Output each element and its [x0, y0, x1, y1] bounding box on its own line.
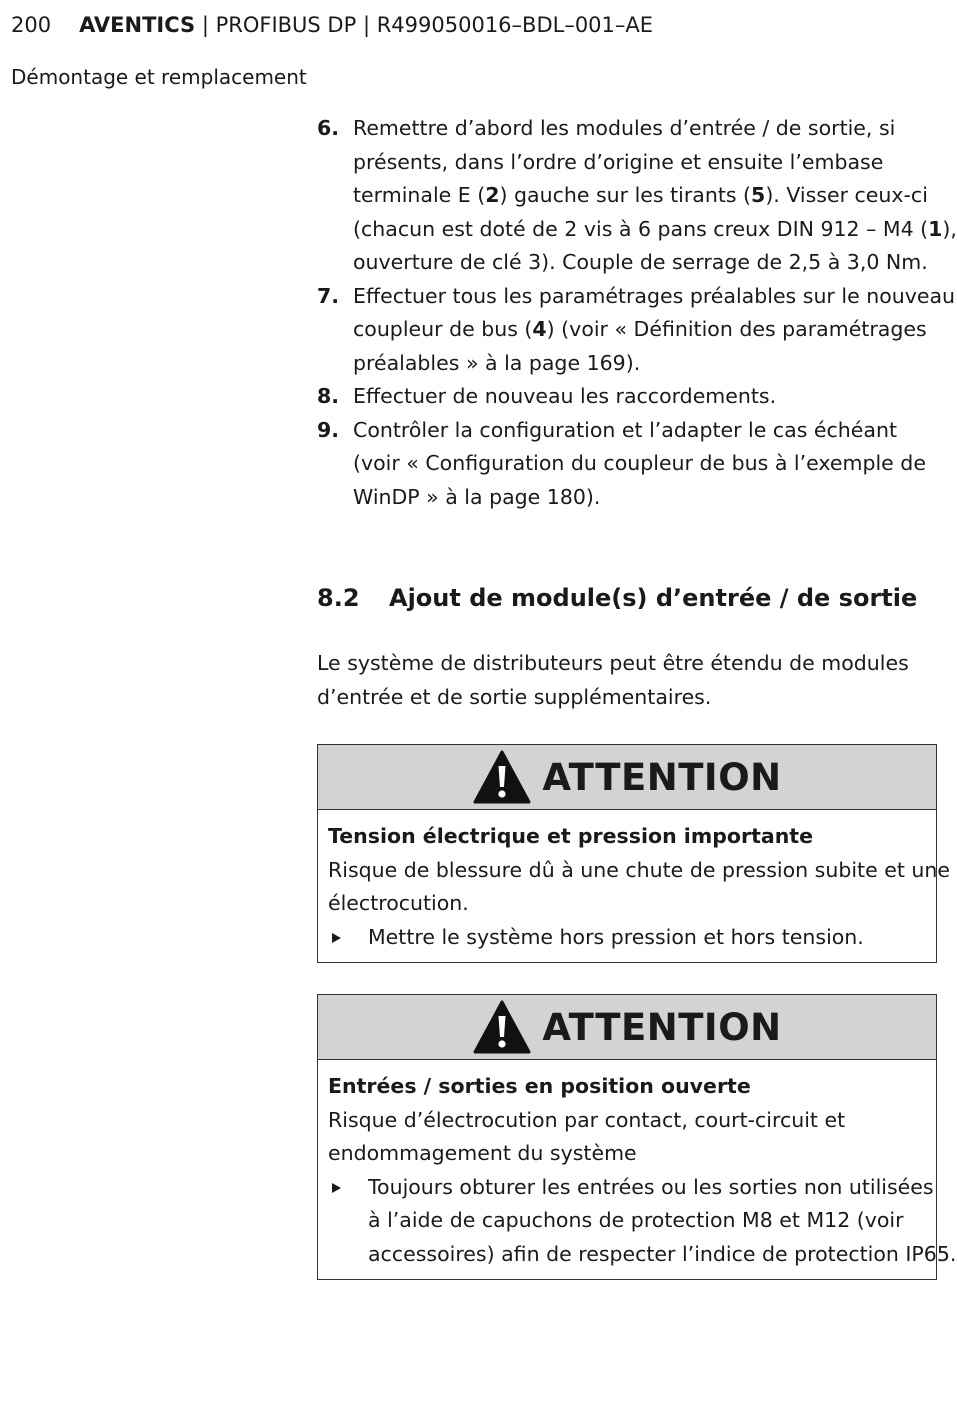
warning-body: [318, 810, 950, 962]
step-item: [317, 380, 937, 414]
step-text: ) gauche sur les tirants (: [499, 183, 752, 207]
step-line: [353, 313, 937, 347]
step-text: (chacun est doté de 2 vis à 6 pans creux DIN 912 – M4 (: [353, 216, 929, 241]
step-number: 9.: [317, 417, 340, 442]
step-item: [317, 112, 957, 280]
step-line: [353, 380, 937, 414]
reference-number: 5: [751, 183, 766, 207]
step-text: Effectuer de nouveau les raccordements.: [353, 384, 777, 408]
warning-subtitle: Tension électrique et pression importante: [328, 824, 813, 848]
warning-label: ATTENTION: [542, 1005, 782, 1049]
warning-body: [318, 1060, 957, 1279]
warning-label: ATTENTION: [542, 755, 782, 799]
warning-triangle-icon: [472, 999, 532, 1055]
chapter-title: Démontage et remplacement: [11, 65, 307, 89]
step-text: terminale E (: [353, 183, 486, 207]
step-item: [317, 280, 956, 381]
reference-number: 2: [485, 183, 500, 207]
step-text: Remettre d’abord les modules d’entrée / de sortie, si: [353, 116, 896, 140]
warning-box: [317, 994, 957, 1280]
warning-header: [318, 995, 936, 1060]
running-header: [11, 10, 653, 40]
warning-box: [317, 744, 950, 963]
step-text: présents, dans l’ordre d’origine et ensuite l’embase: [353, 149, 884, 174]
step-line: [353, 246, 937, 280]
bullet-arrow-icon: [332, 1183, 341, 1193]
warning-header: [318, 745, 936, 810]
warning-action: [328, 921, 928, 955]
step-text: ),: [942, 216, 957, 241]
step-line: [353, 179, 937, 213]
intro-line: d’entrée et de sortie supplémentaires.: [317, 685, 712, 709]
step-number: 8.: [317, 384, 340, 408]
step-text: coupleur de bus (: [353, 317, 533, 341]
section-heading: [317, 580, 917, 616]
step-text: préalables » à la page 169).: [353, 350, 641, 375]
step-line: [353, 146, 937, 180]
reference-number: 1: [928, 216, 943, 241]
warning-action: [328, 1171, 957, 1272]
step-line: [353, 112, 937, 146]
warning-subtitle: Entrées / sorties en position ouverte: [328, 1074, 751, 1098]
step-text: (voir « Configuration du coupleur de bus à l’exemple de: [353, 451, 926, 475]
warning-action-line: Toujours obturer les entrées ou les sorties non utilisées: [368, 1174, 934, 1199]
step-text: Contrôler la configuration et l’adapter le cas échéant: [353, 417, 897, 442]
page-number: 200: [11, 13, 52, 37]
warning-text-line: Risque de blessure dû à une chute de pression subite et une: [328, 857, 950, 882]
warning-action-line: à l’aide de capuchons de protection M8 et M12 (voir: [368, 1208, 904, 1232]
step-text: WinDP » à la page 180).: [353, 484, 601, 509]
step-text: ) (voir « Définition des paramétrages: [546, 317, 927, 341]
brand-name: AVENTICS: [79, 13, 196, 37]
reference-number: 4: [532, 317, 547, 341]
warning-text-line: électrocution.: [328, 891, 469, 915]
step-text: ouverture de clé 3). Couple de serrage de 2,5 à 3,0 Nm.: [353, 250, 928, 274]
step-line: [353, 347, 937, 381]
step-line: [353, 481, 937, 515]
step-item: [317, 414, 937, 515]
intro-line: Le système de distributeurs peut être étendu de modules: [317, 651, 909, 675]
section-number: 8.2: [317, 584, 360, 612]
warning-action-line: accessoires) afin de respecter l’indice de protection IP65.: [368, 1241, 957, 1266]
warning-text-line: Risque d’électrocution par contact, court-circuit et: [328, 1107, 846, 1132]
step-number: 6.: [317, 116, 340, 140]
step-line: [353, 447, 937, 481]
section-title: Ajout de module(s) d’entrée / de sortie: [389, 584, 918, 612]
intro-paragraph: [317, 646, 937, 714]
warning-text-line: endommagement du système: [328, 1141, 637, 1165]
document-reference: | PROFIBUS DP | R499050016–BDL–001–AE: [195, 13, 654, 37]
step-list: [317, 112, 957, 514]
step-text: ). Visser ceux-ci: [765, 183, 928, 207]
step-line: [353, 280, 956, 314]
step-line: [353, 414, 937, 448]
warning-action-line: Mettre le système hors pression et hors tension.: [368, 924, 864, 949]
warning-triangle-icon: [472, 749, 532, 805]
bullet-arrow-icon: [332, 933, 341, 943]
step-number: 7.: [317, 283, 340, 308]
step-text: Effectuer tous les paramétrages préalables sur le nouveau: [353, 283, 956, 308]
step-line: [353, 213, 957, 247]
